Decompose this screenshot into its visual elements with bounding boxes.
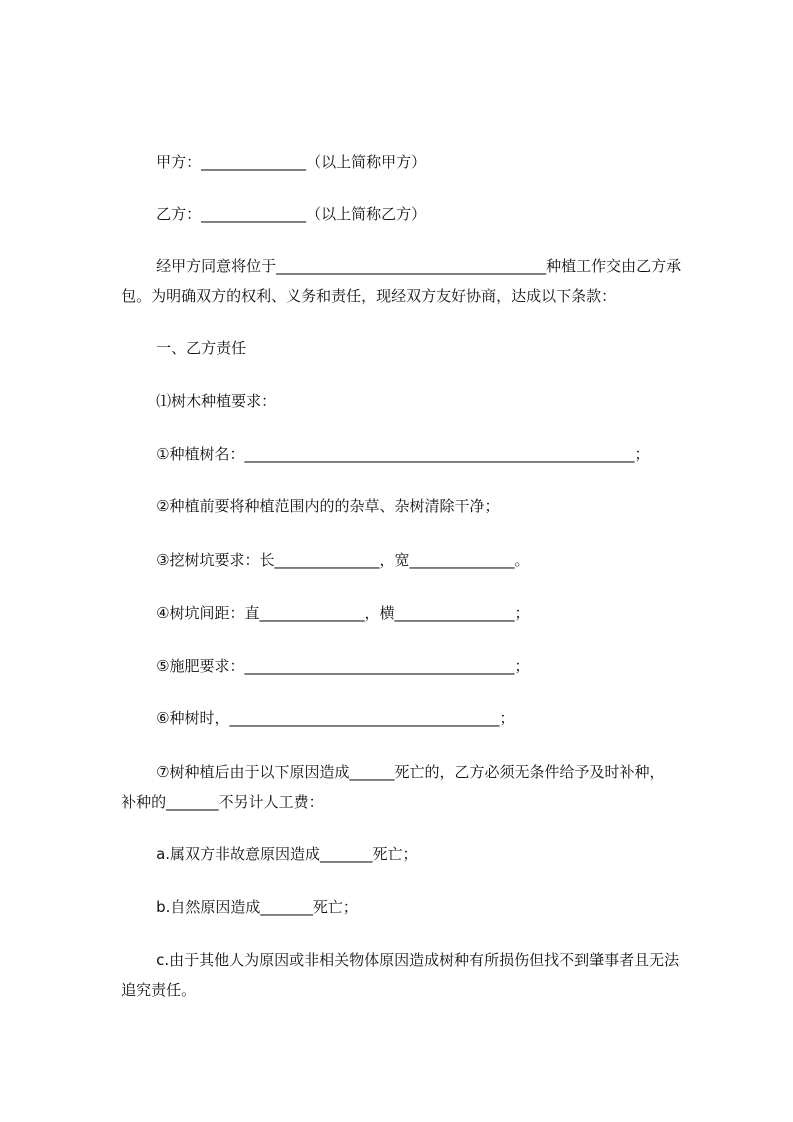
section1-title: 一、乙方责任: [156, 339, 247, 357]
party-b-line: [102, 184, 737, 244]
item2-line: [102, 476, 737, 536]
party-b-text: 乙方：______________（以上简称乙方）: [156, 205, 427, 223]
item7c-line2: [102, 960, 702, 1020]
item3-text: ③挖树坑要求：长______________，宽______________。: [156, 551, 530, 569]
item7c-text-line2: 追究责任。: [121, 981, 197, 999]
item7a-text: a.属双方非故意原因造成_______死亡；: [156, 845, 418, 863]
intro-text-line2: 包。为明确双方的权利、义务和责任，现经双方友好协商，达成以下条款：: [121, 287, 617, 305]
section1-heading: [102, 318, 737, 378]
intro-text-line1: 经甲方同意将位于____________________________________种植工作交由乙方承: [156, 257, 682, 275]
party-a-text: 甲方：______________（以上简称甲方）: [156, 153, 427, 171]
item7-text-line1: ⑦树种植后由于以下原因造成______死亡的，乙方必须无条件给予及时补种，: [156, 763, 665, 781]
item6-line: [102, 688, 737, 748]
sub1-heading: [102, 371, 737, 431]
item4-text: ④树坑间距：直______________，横________________；: [156, 604, 530, 622]
item6-text: ⑥种树时，____________________________________；: [156, 709, 515, 727]
item3-line: [102, 530, 737, 590]
item7a-line: [102, 824, 737, 884]
party-a-line: [102, 132, 737, 192]
item1-line: [102, 424, 737, 484]
item5-line: [102, 636, 737, 696]
item7b-text: b.自然原因造成_______死亡；: [156, 898, 358, 916]
item7-text-line2: 补种的_______不另计人工费：: [121, 793, 324, 811]
intro-paragraph-line2: [102, 266, 702, 326]
item7-line2: [102, 772, 702, 832]
item7b-line: [102, 877, 737, 937]
item2-text: ②种植前要将种植范围内的的杂草、杂树清除干净；: [156, 497, 500, 515]
item1-text: ①种植树名：____________________________________________________；: [156, 445, 650, 463]
item7c-text-line1: c.由于其他人为原因或非相关物体原因造成树种有所损伤但找不到肇事者且无法: [156, 951, 680, 969]
item5-text: ⑤施肥要求：____________________________________；: [156, 657, 530, 675]
sub1-title: ⑴树木种植要求：: [156, 392, 277, 410]
item4-line: [102, 583, 737, 643]
